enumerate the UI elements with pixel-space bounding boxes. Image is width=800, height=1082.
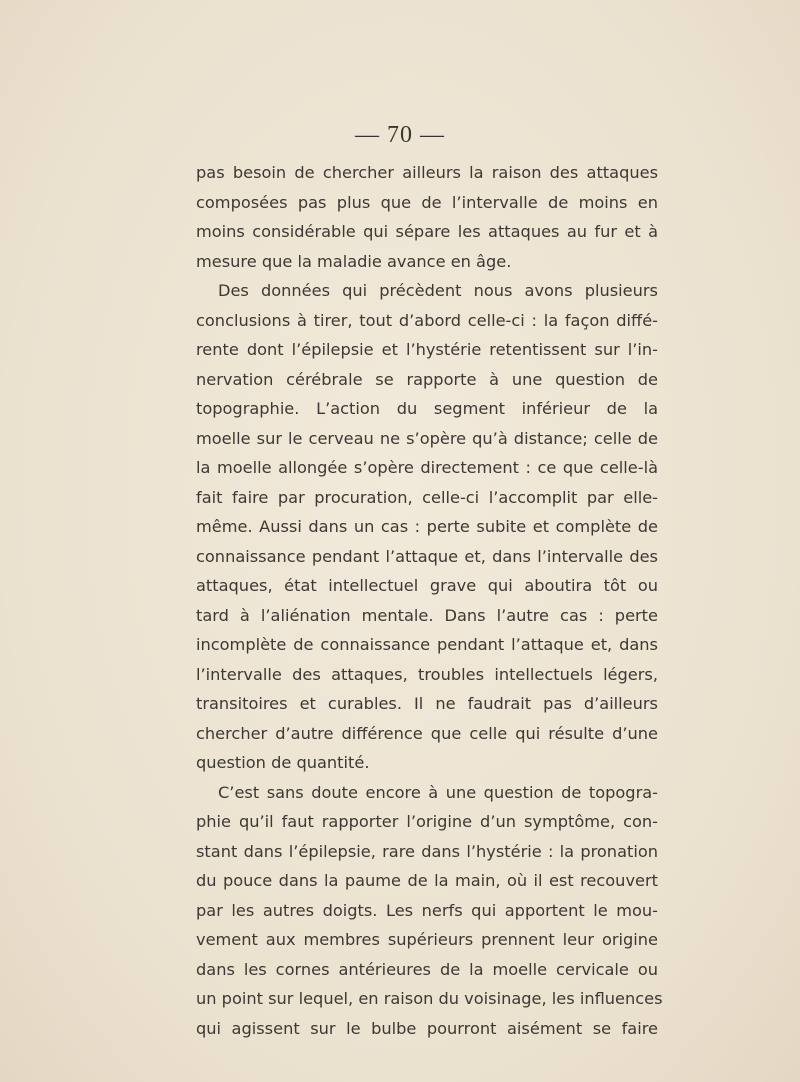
- text-line: nervation cérébrale se rapporte à une question de: [196, 369, 658, 389]
- paragraph: [196, 158, 658, 276]
- text-line: même. Aussi dans un cas : perte subite et complète de: [196, 517, 658, 536]
- text-line: topographie. L’action du segment inférieur de la: [196, 399, 658, 418]
- text-line: fait faire par procuration, celle-ci l’accomplit par elle-: [196, 487, 658, 507]
- text-line: mesure que la maladie avance en âge.: [196, 251, 512, 271]
- text-line: moins considérable qui sépare les attaques au fur et à: [196, 222, 658, 241]
- text-line: l’intervalle des attaques, troubles intellectuels légers,: [196, 664, 658, 684]
- text-line: pas besoin de chercher ailleurs la raison des attaques: [196, 163, 658, 182]
- text-line: attaques, état intellectuel grave qui aboutira tôt ou: [196, 576, 658, 595]
- body-text: [196, 158, 663, 1043]
- paragraph: [196, 778, 663, 1044]
- text-line: connaissance pendant l’attaque et, dans l’intervalle des: [196, 546, 658, 566]
- paragraph: [196, 276, 658, 778]
- text-line: rente dont l’épilepsie et l’hystérie retentissent sur l’in-: [196, 340, 658, 359]
- text-line: qui agissent sur le bulbe pourront aisément se faire: [196, 1018, 658, 1038]
- text-line: chercher d’autre différence que celle qui résulte d’une: [196, 723, 658, 743]
- text-line: composées pas plus que de l’intervalle de moins en: [196, 192, 658, 212]
- text-line: moelle sur le cerveau ne s’opère qu’à distance; celle de: [196, 428, 658, 448]
- text-line: question de quantité.: [196, 753, 370, 772]
- text-line: C’est sans doute encore à une question de topogra-: [218, 782, 658, 802]
- text-line: incomplète de connaissance pendant l’attaque et, dans: [196, 635, 658, 654]
- text-line: dans les cornes antérieures de la moelle cervicale ou: [196, 959, 658, 979]
- text-line: Des données qui précèdent nous avons plusieurs: [218, 281, 658, 300]
- text-line: la moelle allongée s’opère directement : ce que celle-là: [196, 458, 658, 477]
- page-number: — 70 —: [355, 122, 445, 148]
- text-line: phie qu’il faut rapporter l’origine d’un symptôme, con-: [196, 812, 658, 831]
- text-line: stant dans l’épilepsie, rare dans l’hystérie : la pronation: [196, 841, 658, 861]
- text-line: tard à l’aliénation mentale. Dans l’autre cas : perte: [196, 605, 658, 625]
- text-line: un point sur lequel, en raison du voisinage, les influences: [196, 989, 663, 1008]
- text-line: du pouce dans la paume de la main, où il est recouvert: [196, 871, 658, 890]
- text-line: vement aux membres supérieurs prennent leur origine: [196, 930, 658, 949]
- text-line: par les autres doigts. Les nerfs qui apportent le mou-: [196, 900, 658, 920]
- text-line: transitoires et curables. Il ne faudrait pas d’ailleurs: [196, 694, 658, 713]
- text-line: conclusions à tirer, tout d’abord celle-ci : la façon diffé-: [196, 310, 658, 330]
